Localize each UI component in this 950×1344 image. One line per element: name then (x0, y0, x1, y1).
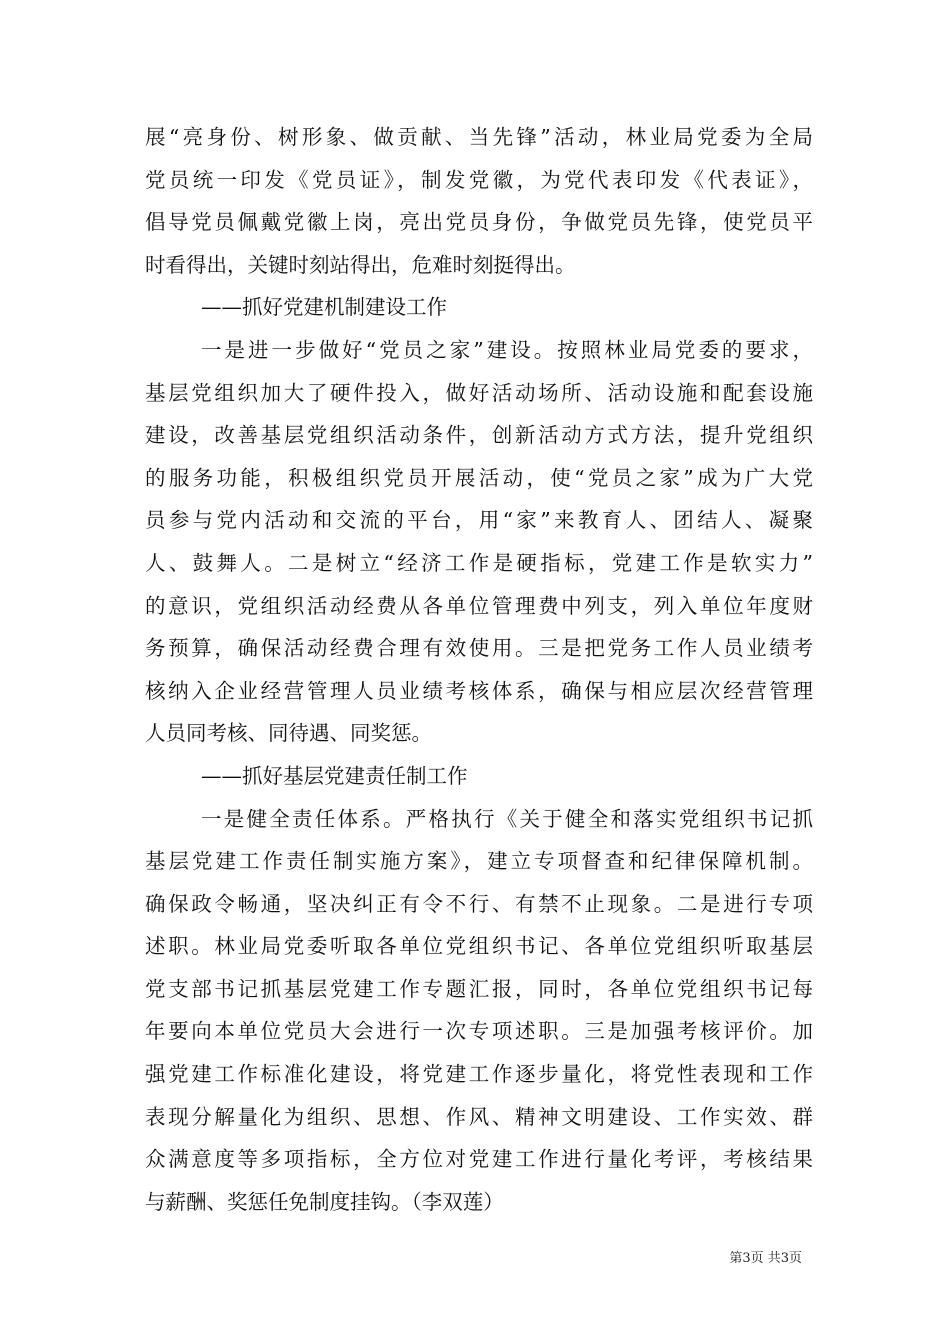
text-line: 建设，改善基层党组织活动条件，创新活动方式方法，提升党组织 (145, 423, 813, 448)
text-line: 基层党组织加大了硬件投入，做好活动场所、活动设施和配套设施 (145, 380, 813, 405)
text-line: 人员同考核、同待遇、同奖惩。 (145, 721, 432, 746)
text-line: 人、鼓舞人。二是树立“经济工作是硬指标，党建工作是软实力” (145, 550, 813, 575)
text-line: 党支部书记抓基层党建工作专题汇报，同时，各单位党组织书记每 (145, 976, 813, 1001)
text-line: 与薪酬、奖惩任免制度挂钩。（李双莲） (145, 1189, 504, 1214)
text-line: 一是进一步做好“党员之家”建设。按照林业局党委的要求， (201, 337, 813, 362)
text-line: 员参与党内活动和交流的平台，用“家”来教育人、团结人、凝聚 (145, 508, 813, 533)
text-line: 一是健全责任体系。严格执行《关于健全和落实党组织书记抓 (201, 806, 813, 831)
text-line: 确保政令畅通，坚决纠正有令不行、有禁不止现象。二是进行专项 (145, 891, 813, 916)
text-line: 年要向本单位党员大会进行一次专项述职。三是加强考核评价。加 (145, 1019, 813, 1044)
text-line: 基层党建工作责任制实施方案》，建立专项督查和纪律保障机制。 (145, 849, 813, 874)
page-number: 第3页 共3页 (729, 1251, 802, 1266)
text-line: 核纳入企业经营管理人员业绩考核体系，确保与相应层次经营管理 (145, 678, 813, 703)
text-line: 众满意度等多项指标，全方位对党建工作进行量化考评，考核结果 (145, 1147, 813, 1172)
text-line: 党员统一印发《党员证》，制发党徽，为党代表印发《代表证》， (145, 167, 813, 192)
text-line: 表现分解量化为组织、思想、作风、精神文明建设、工作实效、群 (145, 1104, 813, 1129)
text-line: 的意识，党组织活动经费从各单位管理费中列支，列入单位年度财 (145, 593, 813, 618)
section-heading: ——抓好基层党建责任制工作 (201, 763, 468, 788)
text-line: 的服务功能，积极组织党员开展活动，使“党员之家”成为广大党 (145, 465, 813, 490)
text-line: 展“亮身份、树形象、做贡献、当先锋”活动，林业局党委为全局 (145, 125, 813, 149)
text-line: 述职。林业局党委听取各单位党组织书记、各单位党组织听取基层 (145, 934, 813, 959)
text-line: 强党建工作标准化建设，将党建工作逐步量化，将党性表现和工作 (145, 1062, 813, 1087)
document-body (145, 116, 813, 1223)
text-line: 务预算，确保活动经费合理有效使用。三是把党务工作人员业绩考 (145, 636, 813, 661)
section-heading: ——抓好党建机制建设工作 (201, 295, 447, 320)
text-line: 倡导党员佩戴党徽上岗，亮出党员身份，争做党员先锋，使党员平 (145, 210, 813, 235)
text-line: 时看得出，关键时刻站得出，危难时刻挺得出。 (145, 252, 576, 277)
